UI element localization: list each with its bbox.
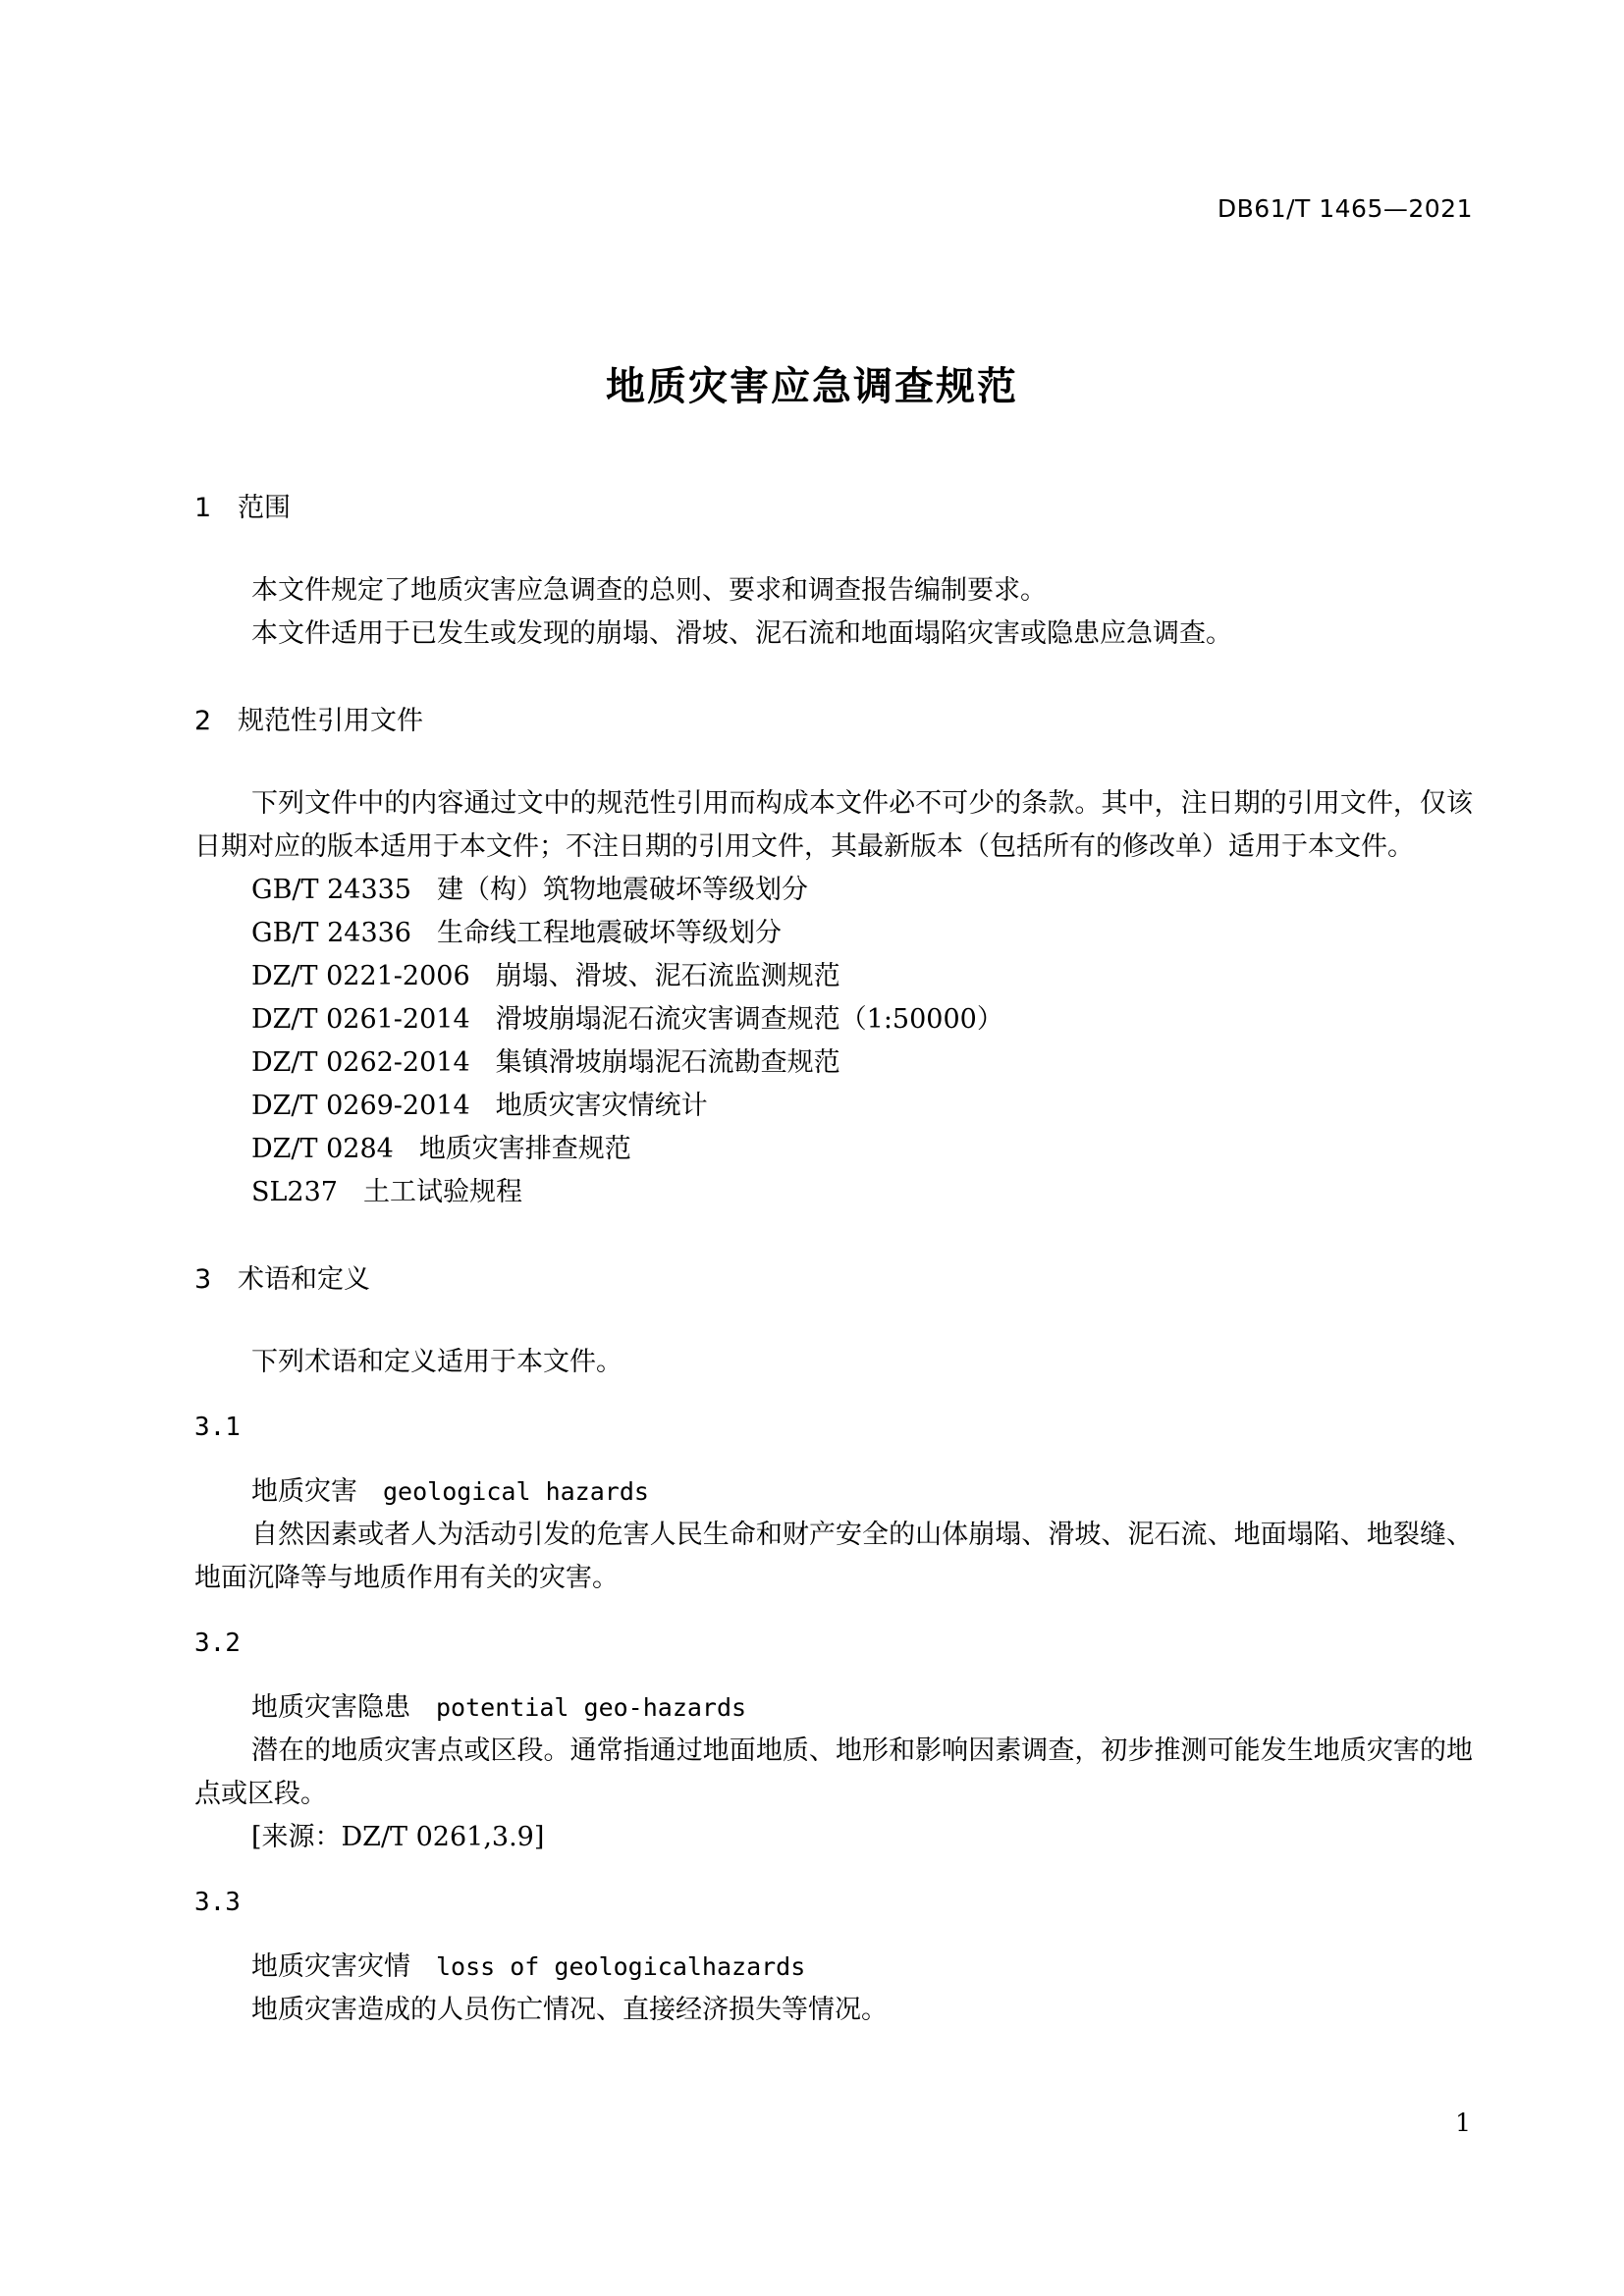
term-entry	[194, 1470, 1473, 1514]
reference-name: 建（构）筑物地震破坏等级划分	[437, 875, 808, 905]
reference-item	[194, 1085, 1473, 1128]
reference-name: 地质灾害排查规范	[418, 1134, 631, 1164]
term-number: 3.1	[194, 1413, 241, 1442]
reference-item	[194, 1041, 1473, 1085]
reference-list	[194, 869, 1473, 1214]
document-title: 地质灾害应急调查规范	[606, 364, 1018, 409]
term-source: [来源：DZ/T 0261,3.9]	[251, 1822, 545, 1852]
reference-code: GB/T 24335	[251, 875, 411, 905]
term-number: 3.3	[194, 1888, 241, 1917]
section-title: 术语和定义	[238, 1264, 370, 1295]
reference-code: DZ/T 0284	[251, 1134, 394, 1164]
reference-name: 土工试验规程	[362, 1177, 522, 1207]
document-body	[194, 486, 1473, 2032]
reference-name: 地质灾害灾情统计	[495, 1091, 708, 1121]
section-3-heading	[194, 1257, 1473, 1302]
section-number: 1	[194, 493, 212, 523]
reference-code: GB/T 24336	[251, 918, 411, 948]
term-entry	[194, 1686, 1473, 1730]
section-title: 范围	[238, 493, 291, 523]
term-zh: 地质灾害	[251, 1476, 357, 1507]
section-number: 2	[194, 706, 212, 736]
section-title: 规范性引用文件	[238, 706, 423, 736]
section-number: 3	[194, 1264, 212, 1295]
paragraph: 下列术语和定义适用于本文件。	[251, 1347, 623, 1377]
section-1-heading	[194, 486, 1473, 530]
reference-name: 生命线工程地震破坏等级划分	[437, 918, 782, 948]
term-en: loss of geologicalhazards	[436, 1952, 806, 1981]
reference-code: DZ/T 0262-2014	[251, 1047, 470, 1078]
reference-name: 崩塌、滑坡、泥石流监测规范	[495, 961, 840, 991]
term-zh: 地质灾害灾情	[251, 1951, 410, 1982]
reference-name: 滑坡崩塌泥石流灾害调查规范（1:50000）	[495, 1004, 1003, 1035]
reference-code: DZ/T 0221-2006	[251, 961, 470, 991]
reference-code: SL237	[251, 1177, 338, 1207]
paragraph: 下列文件中的内容通过文中的规范性引用而构成本文件必不可少的条款。其中，注日期的引用文件，仅该日期对应的版本适用于本文件；不注日期的引用文件，其最新版本（包括所有的修改单）适用于本文件。	[194, 788, 1473, 862]
page-number: 1	[1455, 2109, 1471, 2137]
term-definition: 潜在的地质灾害点或区段。通常指通过地面地质、地形和影响因素调查，初步推测可能发生地质灾害的地点或区段。	[194, 1735, 1473, 1809]
reference-item	[194, 912, 1473, 955]
reference-code: DZ/T 0269-2014	[251, 1091, 470, 1121]
reference-item	[194, 1171, 1473, 1214]
paragraph: 本文件规定了地质灾害应急调查的总则、要求和调查报告编制要求。	[251, 575, 1047, 606]
term-definition: 自然因素或者人为活动引发的危害人民生命和财产安全的山体崩塌、滑坡、泥石流、地面塌陷、地裂缝、地面沉降等与地质作用有关的灾害。	[194, 1520, 1473, 1593]
standard-code: DB61/T 1465—2021	[1217, 194, 1473, 223]
reference-item	[194, 955, 1473, 998]
term-number: 3.2	[194, 1629, 241, 1658]
reference-item	[194, 998, 1473, 1041]
term-en: potential geo-hazards	[436, 1693, 747, 1722]
paragraph: 本文件适用于已发生或发现的崩塌、滑坡、泥石流和地面塌陷灾害或隐患应急调查。	[251, 618, 1232, 649]
term-zh: 地质灾害隐患	[251, 1692, 410, 1723]
term-definition: 地质灾害造成的人员伤亡情况、直接经济损失等情况。	[251, 1995, 888, 2025]
term-entry	[194, 1946, 1473, 1989]
reference-name: 集镇滑坡崩塌泥石流勘查规范	[495, 1047, 840, 1078]
reference-code: DZ/T 0261-2014	[251, 1004, 470, 1035]
term-en: geological hazards	[383, 1477, 649, 1506]
reference-item	[194, 869, 1473, 912]
reference-item	[194, 1128, 1473, 1171]
section-2-heading	[194, 699, 1473, 743]
